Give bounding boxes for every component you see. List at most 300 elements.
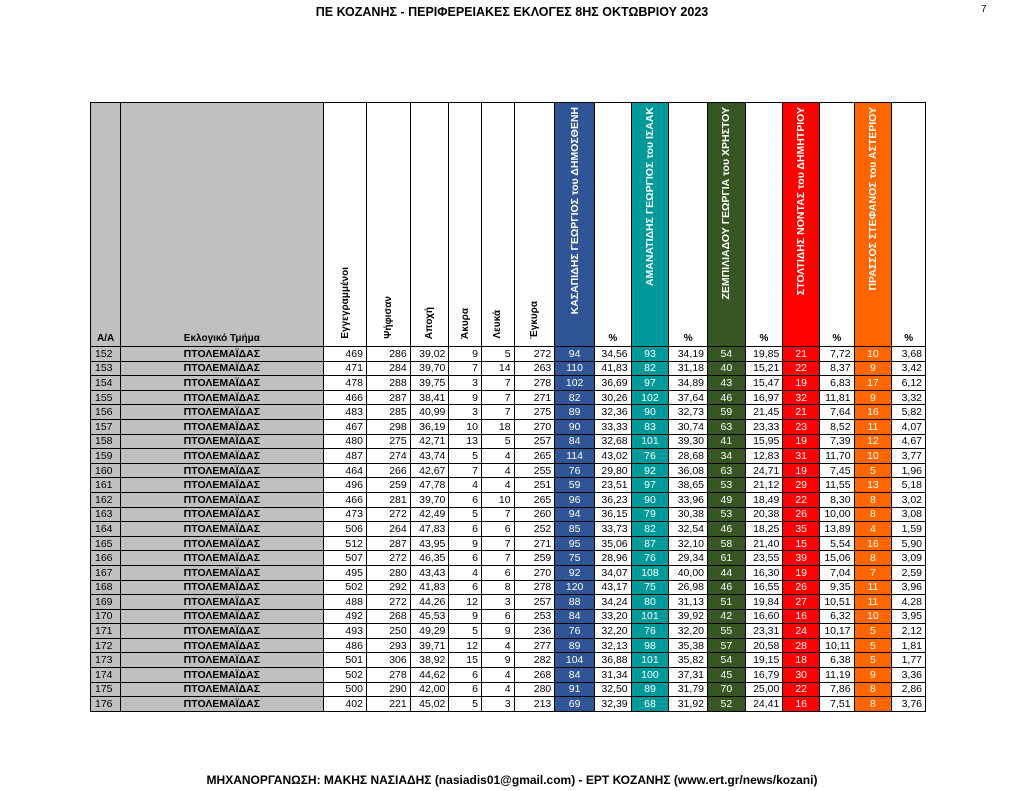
cell-tmima: ΠΤΟΛΕΜΑΪΔΑΣ <box>120 522 324 537</box>
cell-candidate-2-votes: 93 <box>631 347 669 362</box>
cell-candidate-5-votes: 8 <box>854 697 892 712</box>
cell-value: 12 <box>449 595 482 610</box>
cell-candidate-1-votes: 110 <box>555 361 595 376</box>
cell-tmima: ΠΤΟΛΕΜΑΪΔΑΣ <box>120 390 324 405</box>
cell-tmima: ΠΤΟΛΕΜΑΪΔΑΣ <box>120 682 324 697</box>
cell-candidate-5-pct: 1,59 <box>892 522 926 537</box>
cell-value: 270 <box>514 565 555 580</box>
cell-candidate-2-votes: 101 <box>631 653 669 668</box>
cell-candidate-2-votes: 76 <box>631 551 669 566</box>
cell-candidate-5-pct: 5,82 <box>892 405 926 420</box>
cell-value: 250 <box>366 624 410 639</box>
cell-candidate-4-pct: 10,00 <box>820 507 855 522</box>
cell-candidate-5-pct: 3,36 <box>892 668 926 683</box>
cell-value: 280 <box>366 565 410 580</box>
cell-value: 5 <box>481 347 514 362</box>
cell-value: 259 <box>514 551 555 566</box>
cell-value: 6 <box>449 492 482 507</box>
cell-candidate-5-pct: 5,18 <box>892 478 926 493</box>
cell-candidate-1-votes: 76 <box>555 624 595 639</box>
cell-candidate-3-pct: 24,41 <box>745 697 783 712</box>
cell-value: 278 <box>514 580 555 595</box>
cell-candidate-5-votes: 5 <box>854 624 892 639</box>
cell-candidate-1-votes: 85 <box>555 522 595 537</box>
table-row <box>91 522 926 537</box>
cell-candidate-2-votes: 90 <box>631 405 669 420</box>
cell-value: 4 <box>481 478 514 493</box>
cell-value: 7 <box>449 463 482 478</box>
cell-value: 274 <box>366 449 410 464</box>
cell-candidate-3-votes: 58 <box>708 536 746 551</box>
cell-candidate-4-pct: 10,51 <box>820 595 855 610</box>
cell-candidate-3-votes: 53 <box>708 507 746 522</box>
cell-tmima: ΠΤΟΛΕΜΑΪΔΑΣ <box>120 507 324 522</box>
col-header-candidate-4 <box>783 103 820 347</box>
cell-value: 284 <box>366 361 410 376</box>
cell-value: 287 <box>366 536 410 551</box>
cell-candidate-2-pct: 32,10 <box>669 536 708 551</box>
cell-tmima: ΠΤΟΛΕΜΑΪΔΑΣ <box>120 376 324 391</box>
cell-value: 42,67 <box>410 463 449 478</box>
cell-candidate-5-votes: 9 <box>854 668 892 683</box>
cell-candidate-1-pct: 43,17 <box>594 580 631 595</box>
cell-value: 6 <box>481 522 514 537</box>
cell-aa: 173 <box>91 653 121 668</box>
cell-candidate-5-pct: 2,86 <box>892 682 926 697</box>
cell-value: 9 <box>481 653 514 668</box>
cell-candidate-5-pct: 5,90 <box>892 536 926 551</box>
cell-candidate-5-votes: 5 <box>854 653 892 668</box>
cell-tmima: ΠΤΟΛΕΜΑΪΔΑΣ <box>120 595 324 610</box>
cell-value: 257 <box>514 434 555 449</box>
cell-tmima: ΠΤΟΛΕΜΑΪΔΑΣ <box>120 449 324 464</box>
cell-candidate-3-pct: 20,38 <box>745 507 783 522</box>
cell-candidate-1-pct: 32,20 <box>594 624 631 639</box>
cell-tmima: ΠΤΟΛΕΜΑΪΔΑΣ <box>120 653 324 668</box>
cell-value: 512 <box>324 536 367 551</box>
cell-candidate-5-pct: 4,07 <box>892 419 926 434</box>
cell-aa: 172 <box>91 638 121 653</box>
cell-candidate-1-pct: 32,39 <box>594 697 631 712</box>
cell-value: 275 <box>366 434 410 449</box>
cell-candidate-3-pct: 12,83 <box>745 449 783 464</box>
cell-candidate-4-pct: 7,39 <box>820 434 855 449</box>
cell-candidate-3-pct: 16,79 <box>745 668 783 683</box>
cell-candidate-5-votes: 8 <box>854 492 892 507</box>
cell-value: 265 <box>514 449 555 464</box>
page-number: 7 <box>981 4 987 15</box>
cell-value: 287 <box>366 390 410 405</box>
cell-candidate-4-pct: 15,06 <box>820 551 855 566</box>
header-row <box>91 103 926 347</box>
cell-value: 502 <box>324 580 367 595</box>
cell-value: 270 <box>514 419 555 434</box>
cell-candidate-1-votes: 114 <box>555 449 595 464</box>
cell-candidate-4-votes: 21 <box>783 405 820 420</box>
cell-value: 9 <box>449 536 482 551</box>
cell-value: 39,70 <box>410 492 449 507</box>
cell-candidate-4-pct: 6,83 <box>820 376 855 391</box>
cell-aa: 159 <box>91 449 121 464</box>
cell-value: 259 <box>366 478 410 493</box>
cell-candidate-5-pct: 3,96 <box>892 580 926 595</box>
table-row <box>91 434 926 449</box>
cell-aa: 161 <box>91 478 121 493</box>
cell-candidate-1-pct: 32,36 <box>594 405 631 420</box>
cell-value: 4 <box>481 638 514 653</box>
cell-candidate-2-votes: 82 <box>631 522 669 537</box>
cell-value: 213 <box>514 697 555 712</box>
cell-candidate-1-votes: 90 <box>555 419 595 434</box>
cell-value: 38,92 <box>410 653 449 668</box>
cell-candidate-2-votes: 100 <box>631 668 669 683</box>
cell-candidate-4-pct: 8,37 <box>820 361 855 376</box>
cell-candidate-1-votes: 120 <box>555 580 595 595</box>
cell-value: 252 <box>514 522 555 537</box>
cell-candidate-2-votes: 108 <box>631 565 669 580</box>
cell-value: 487 <box>324 449 367 464</box>
cell-candidate-4-pct: 11,55 <box>820 478 855 493</box>
col-header-tmima: Εκλογικό Τμήμα <box>120 103 324 347</box>
cell-value: 483 <box>324 405 367 420</box>
cell-candidate-4-pct: 7,04 <box>820 565 855 580</box>
cell-value: 7 <box>449 361 482 376</box>
cell-value: 253 <box>514 609 555 624</box>
cell-candidate-4-votes: 32 <box>783 390 820 405</box>
cell-candidate-1-pct: 43,02 <box>594 449 631 464</box>
cell-value: 7 <box>481 405 514 420</box>
cell-value: 8 <box>481 580 514 595</box>
cell-candidate-1-votes: 91 <box>555 682 595 697</box>
cell-candidate-2-pct: 36,08 <box>669 463 708 478</box>
cell-value: 278 <box>514 376 555 391</box>
cell-candidate-2-pct: 31,79 <box>669 682 708 697</box>
col-header-pct-2: % <box>669 103 708 347</box>
cell-candidate-5-votes: 5 <box>854 638 892 653</box>
cell-aa: 163 <box>91 507 121 522</box>
cell-value: 306 <box>366 653 410 668</box>
cell-candidate-4-pct: 13,89 <box>820 522 855 537</box>
cell-candidate-3-votes: 54 <box>708 347 746 362</box>
cell-candidate-5-votes: 8 <box>854 551 892 566</box>
col-header-candidate-2 <box>631 103 669 347</box>
cell-candidate-4-pct: 11,70 <box>820 449 855 464</box>
cell-value: 43,43 <box>410 565 449 580</box>
cell-candidate-1-pct: 32,50 <box>594 682 631 697</box>
cell-tmima: ΠΤΟΛΕΜΑΪΔΑΣ <box>120 624 324 639</box>
cell-value: 47,78 <box>410 478 449 493</box>
cell-value: 38,41 <box>410 390 449 405</box>
cell-candidate-3-pct: 16,97 <box>745 390 783 405</box>
cell-value: 6 <box>481 609 514 624</box>
table-row <box>91 653 926 668</box>
cell-value: 5 <box>449 624 482 639</box>
table-row <box>91 478 926 493</box>
cell-candidate-3-pct: 16,55 <box>745 580 783 595</box>
cell-aa: 169 <box>91 595 121 610</box>
cell-candidate-4-pct: 11,81 <box>820 390 855 405</box>
cell-candidate-3-votes: 59 <box>708 405 746 420</box>
cell-value: 272 <box>366 595 410 610</box>
cell-value: 268 <box>366 609 410 624</box>
cell-value: 260 <box>514 507 555 522</box>
table-row <box>91 507 926 522</box>
cell-candidate-2-pct: 30,38 <box>669 507 708 522</box>
cell-candidate-1-pct: 34,24 <box>594 595 631 610</box>
cell-candidate-4-votes: 22 <box>783 361 820 376</box>
cell-candidate-2-pct: 32,54 <box>669 522 708 537</box>
cell-value: 39,70 <box>410 361 449 376</box>
cell-value: 45,02 <box>410 697 449 712</box>
cell-candidate-2-votes: 82 <box>631 361 669 376</box>
table-row <box>91 376 926 391</box>
cell-candidate-5-votes: 11 <box>854 595 892 610</box>
cell-candidate-4-votes: 16 <box>783 609 820 624</box>
cell-value: 264 <box>366 522 410 537</box>
cell-value: 7 <box>481 536 514 551</box>
cell-candidate-3-pct: 15,21 <box>745 361 783 376</box>
cell-candidate-5-pct: 2,59 <box>892 565 926 580</box>
cell-aa: 157 <box>91 419 121 434</box>
cell-value: 5 <box>449 697 482 712</box>
cell-candidate-2-pct: 30,74 <box>669 419 708 434</box>
cell-value: 492 <box>324 609 367 624</box>
cell-candidate-3-pct: 23,55 <box>745 551 783 566</box>
cell-candidate-1-pct: 31,34 <box>594 668 631 683</box>
cell-candidate-4-votes: 19 <box>783 565 820 580</box>
cell-candidate-3-votes: 53 <box>708 478 746 493</box>
cell-candidate-4-pct: 7,86 <box>820 682 855 697</box>
cell-candidate-3-pct: 16,30 <box>745 565 783 580</box>
cell-value: 471 <box>324 361 367 376</box>
cell-candidate-4-votes: 22 <box>783 492 820 507</box>
cell-value: 4 <box>449 478 482 493</box>
table-row <box>91 565 926 580</box>
cell-candidate-3-pct: 15,47 <box>745 376 783 391</box>
cell-candidate-2-votes: 76 <box>631 449 669 464</box>
cell-candidate-2-pct: 38,65 <box>669 478 708 493</box>
cell-candidate-5-pct: 1,81 <box>892 638 926 653</box>
cell-candidate-1-pct: 36,88 <box>594 653 631 668</box>
cell-candidate-5-pct: 3,08 <box>892 507 926 522</box>
cell-tmima: ΠΤΟΛΕΜΑΪΔΑΣ <box>120 609 324 624</box>
cell-value: 281 <box>366 492 410 507</box>
cell-value: 42,71 <box>410 434 449 449</box>
cell-value: 271 <box>514 536 555 551</box>
table-row <box>91 624 926 639</box>
table-row <box>91 492 926 507</box>
cell-candidate-5-pct: 3,68 <box>892 347 926 362</box>
cell-candidate-1-votes: 96 <box>555 492 595 507</box>
cell-candidate-2-votes: 89 <box>631 682 669 697</box>
cell-candidate-3-votes: 45 <box>708 668 746 683</box>
col-header-eggegrammenoi-label: Εγγεγραμμένοι <box>339 267 351 339</box>
cell-candidate-2-pct: 34,89 <box>669 376 708 391</box>
cell-candidate-2-pct: 26,98 <box>669 580 708 595</box>
candidate-5-name: ΠΡΑΣΣΟΣ ΣΤΕΦΑΝΟΣ του ΑΣΤΕΡΙΟΥ <box>866 107 879 291</box>
table-row <box>91 609 926 624</box>
cell-candidate-3-votes: 52 <box>708 697 746 712</box>
cell-value: 10 <box>449 419 482 434</box>
cell-candidate-4-pct: 7,45 <box>820 463 855 478</box>
cell-value: 255 <box>514 463 555 478</box>
cell-candidate-5-votes: 4 <box>854 522 892 537</box>
cell-tmima: ΠΤΟΛΕΜΑΪΔΑΣ <box>120 492 324 507</box>
col-header-lefka-label: Λευκά <box>492 310 504 339</box>
cell-candidate-3-pct: 21,45 <box>745 405 783 420</box>
cell-candidate-1-pct: 29,80 <box>594 463 631 478</box>
col-header-egkyra-label: Έγκυρα <box>528 301 540 339</box>
cell-candidate-5-pct: 2,12 <box>892 624 926 639</box>
cell-candidate-3-pct: 24,71 <box>745 463 783 478</box>
cell-candidate-3-pct: 19,84 <box>745 595 783 610</box>
cell-candidate-2-votes: 68 <box>631 697 669 712</box>
cell-candidate-5-votes: 10 <box>854 347 892 362</box>
cell-value: 266 <box>366 463 410 478</box>
cell-candidate-5-pct: 3,02 <box>892 492 926 507</box>
cell-value: 3 <box>449 376 482 391</box>
table-row <box>91 536 926 551</box>
cell-candidate-4-votes: 16 <box>783 697 820 712</box>
cell-candidate-2-votes: 97 <box>631 478 669 493</box>
cell-candidate-1-votes: 84 <box>555 609 595 624</box>
table-row <box>91 638 926 653</box>
cell-value: 288 <box>366 376 410 391</box>
cell-candidate-5-votes: 11 <box>854 419 892 434</box>
cell-value: 45,53 <box>410 609 449 624</box>
cell-candidate-1-votes: 75 <box>555 551 595 566</box>
cell-candidate-2-votes: 87 <box>631 536 669 551</box>
cell-value: 469 <box>324 347 367 362</box>
cell-candidate-3-votes: 42 <box>708 609 746 624</box>
cell-aa: 154 <box>91 376 121 391</box>
cell-candidate-1-pct: 36,69 <box>594 376 631 391</box>
cell-candidate-3-pct: 25,00 <box>745 682 783 697</box>
cell-tmima: ΠΤΟΛΕΜΑΪΔΑΣ <box>120 668 324 683</box>
cell-candidate-2-pct: 40,00 <box>669 565 708 580</box>
col-header-pct-5: % <box>892 103 926 347</box>
cell-candidate-4-pct: 10,17 <box>820 624 855 639</box>
results-table <box>90 102 926 712</box>
cell-value: 506 <box>324 522 367 537</box>
col-header-pct-1: % <box>594 103 631 347</box>
cell-tmima: ΠΤΟΛΕΜΑΪΔΑΣ <box>120 580 324 595</box>
cell-aa: 165 <box>91 536 121 551</box>
cell-candidate-4-votes: 29 <box>783 478 820 493</box>
cell-candidate-1-pct: 41,83 <box>594 361 631 376</box>
cell-candidate-1-votes: 89 <box>555 638 595 653</box>
col-header-candidate-3 <box>708 103 746 347</box>
cell-candidate-3-pct: 20,58 <box>745 638 783 653</box>
cell-candidate-3-votes: 43 <box>708 376 746 391</box>
cell-value: 466 <box>324 492 367 507</box>
cell-candidate-5-votes: 9 <box>854 390 892 405</box>
cell-candidate-1-votes: 94 <box>555 507 595 522</box>
cell-candidate-2-pct: 28,68 <box>669 449 708 464</box>
col-header-pct-3: % <box>745 103 783 347</box>
cell-candidate-5-votes: 12 <box>854 434 892 449</box>
col-header-psifisan-label: Ψήφισαν <box>382 296 394 339</box>
cell-candidate-4-pct: 8,52 <box>820 419 855 434</box>
cell-value: 271 <box>514 390 555 405</box>
cell-value: 278 <box>366 668 410 683</box>
cell-candidate-5-pct: 6,12 <box>892 376 926 391</box>
cell-candidate-2-votes: 101 <box>631 609 669 624</box>
cell-value: 286 <box>366 347 410 362</box>
cell-value: 293 <box>366 638 410 653</box>
cell-candidate-3-pct: 18,25 <box>745 522 783 537</box>
page-title: ΠΕ ΚΟΖΑΝΗΣ - ΠΕΡΙΦΕΡΕΙΑΚΕΣ ΕΚΛΟΓΕΣ 8ΗΣ ΟΚΤΩΒΡΙΟΥ 2023 <box>315 5 709 19</box>
cell-candidate-1-votes: 102 <box>555 376 595 391</box>
cell-value: 44,26 <box>410 595 449 610</box>
cell-candidate-4-votes: 24 <box>783 624 820 639</box>
candidate-4-name: ΣΤΟΛΤΙΔΗΣ ΝΟΝΤΑΣ του ΔΗΜΗΤΡΙΟΥ <box>795 107 808 296</box>
cell-value: 402 <box>324 697 367 712</box>
cell-value: 47,83 <box>410 522 449 537</box>
cell-candidate-1-votes: 84 <box>555 434 595 449</box>
cell-aa: 166 <box>91 551 121 566</box>
cell-aa: 174 <box>91 668 121 683</box>
cell-candidate-5-pct: 3,42 <box>892 361 926 376</box>
cell-candidate-5-votes: 9 <box>854 361 892 376</box>
cell-candidate-2-pct: 31,18 <box>669 361 708 376</box>
cell-value: 467 <box>324 419 367 434</box>
cell-candidate-1-pct: 35,06 <box>594 536 631 551</box>
cell-candidate-3-pct: 23,31 <box>745 624 783 639</box>
cell-value: 5 <box>449 449 482 464</box>
cell-candidate-4-pct: 8,30 <box>820 492 855 507</box>
cell-tmima: ΠΤΟΛΕΜΑΪΔΑΣ <box>120 405 324 420</box>
cell-candidate-1-votes: 59 <box>555 478 595 493</box>
cell-candidate-4-votes: 35 <box>783 522 820 537</box>
cell-candidate-1-votes: 89 <box>555 405 595 420</box>
cell-candidate-5-votes: 16 <box>854 536 892 551</box>
cell-candidate-5-pct: 4,28 <box>892 595 926 610</box>
cell-candidate-5-pct: 1,77 <box>892 653 926 668</box>
cell-tmima: ΠΤΟΛΕΜΑΪΔΑΣ <box>120 565 324 580</box>
cell-candidate-3-votes: 63 <box>708 463 746 478</box>
cell-value: 15 <box>449 653 482 668</box>
cell-value: 3 <box>449 405 482 420</box>
cell-value: 42,49 <box>410 507 449 522</box>
cell-value: 478 <box>324 376 367 391</box>
candidate-1-name: ΚΑΣΑΠΙΔΗΣ ΓΕΩΡΓΙΟΣ του ΔΗΜΟΣΘΕΝΗ <box>568 107 581 315</box>
cell-candidate-1-pct: 33,73 <box>594 522 631 537</box>
cell-candidate-4-votes: 22 <box>783 682 820 697</box>
table-row <box>91 361 926 376</box>
col-header-akyra-label: Άκυρα <box>459 308 471 339</box>
cell-value: 44,62 <box>410 668 449 683</box>
cell-value: 10 <box>481 492 514 507</box>
cell-value: 43,74 <box>410 449 449 464</box>
results-body <box>91 347 926 712</box>
cell-value: 4 <box>449 565 482 580</box>
cell-candidate-4-pct: 10,11 <box>820 638 855 653</box>
cell-candidate-5-votes: 8 <box>854 682 892 697</box>
cell-value: 39,02 <box>410 347 449 362</box>
cell-aa: 171 <box>91 624 121 639</box>
col-header-candidate-5 <box>854 103 892 347</box>
cell-value: 4 <box>481 463 514 478</box>
cell-candidate-3-votes: 51 <box>708 595 746 610</box>
cell-candidate-3-votes: 70 <box>708 682 746 697</box>
cell-value: 277 <box>514 638 555 653</box>
cell-candidate-5-votes: 16 <box>854 405 892 420</box>
cell-aa: 170 <box>91 609 121 624</box>
cell-value: 7 <box>481 390 514 405</box>
cell-candidate-4-pct: 6,38 <box>820 653 855 668</box>
cell-candidate-2-pct: 31,92 <box>669 697 708 712</box>
